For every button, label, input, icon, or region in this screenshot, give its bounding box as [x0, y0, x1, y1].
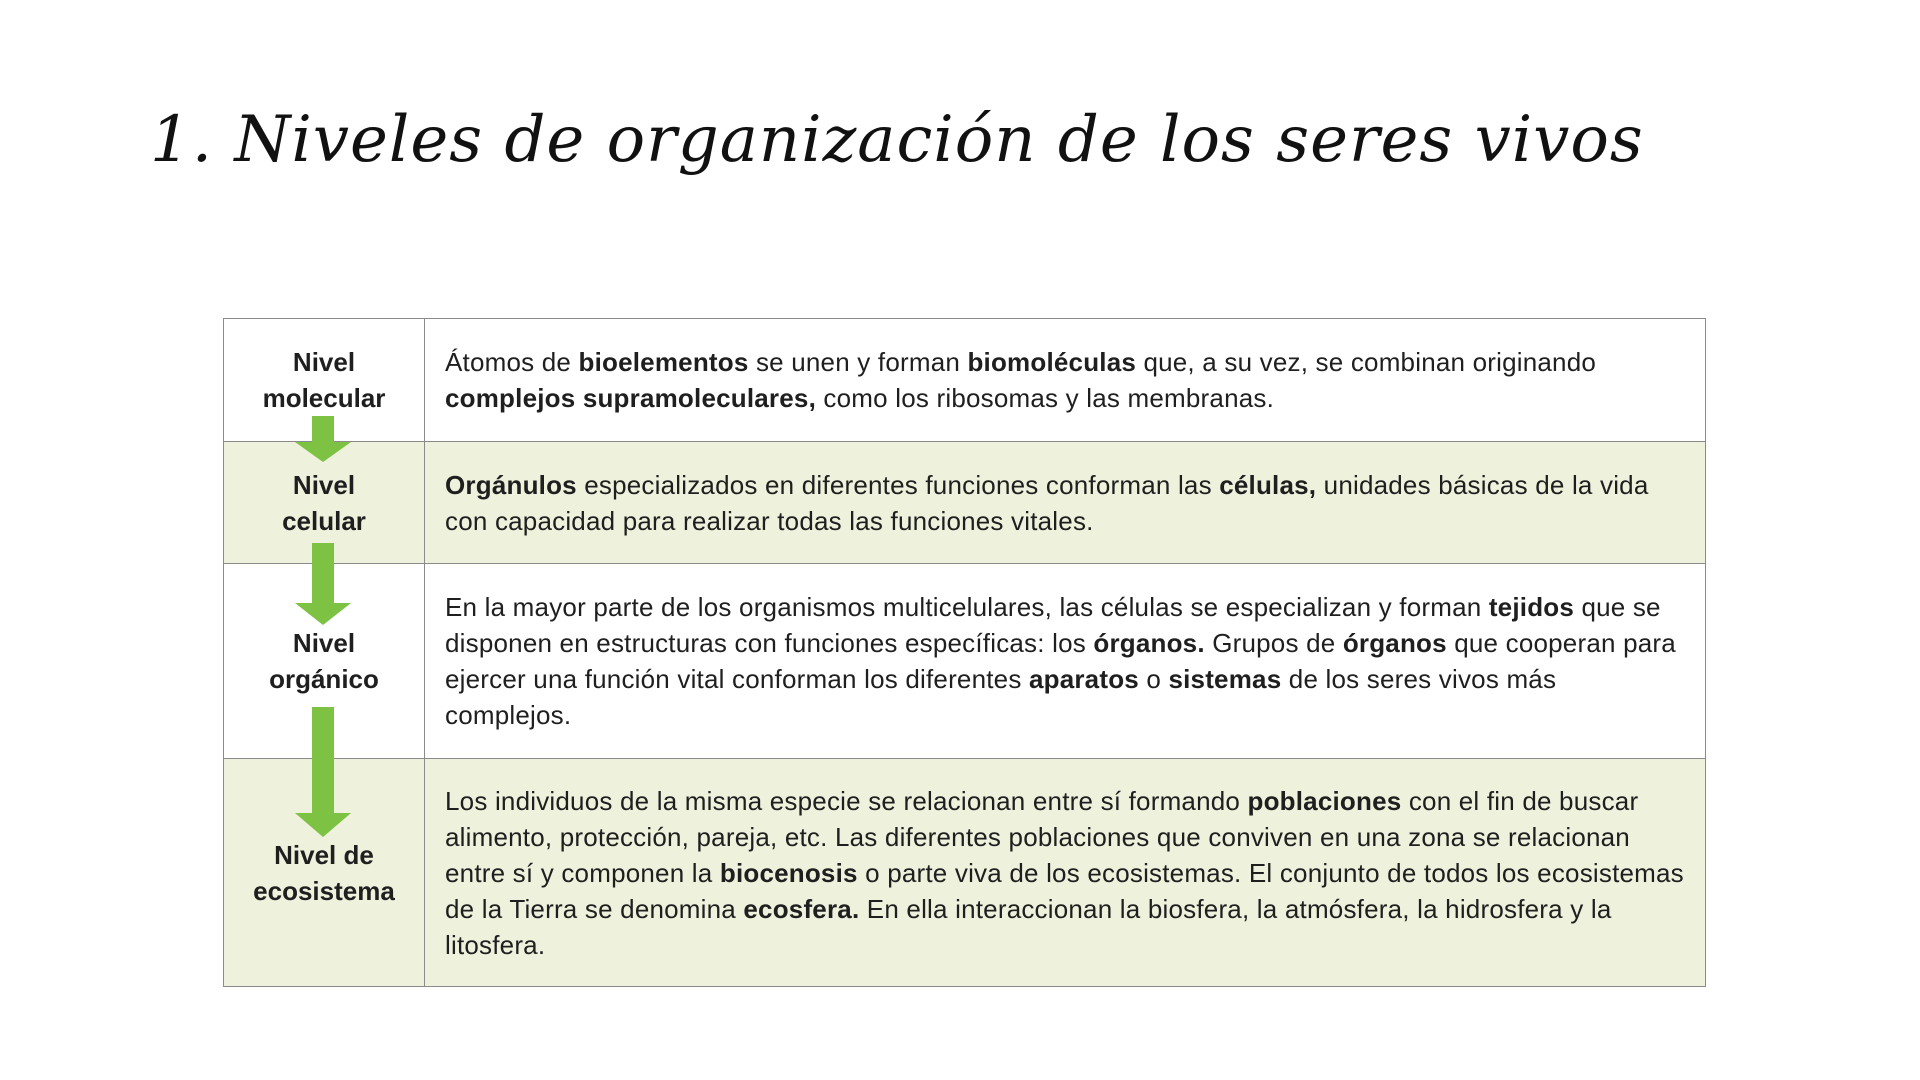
- key-term: células,: [1219, 469, 1317, 500]
- level-label-line1: Nivel de: [274, 839, 374, 870]
- description-text: como los ribosomas y las membranas.: [816, 383, 1275, 413]
- key-term: tejidos: [1488, 592, 1575, 622]
- down-arrow-icon: [295, 543, 351, 625]
- level-description: [425, 564, 1706, 759]
- description-text: o parte viva de los ecosistemas. El conjunto de todos los ecosistemas de la Tierra se denomina: [445, 857, 1684, 924]
- key-term: poblaciones: [1247, 785, 1402, 816]
- down-arrow-icon: [295, 707, 351, 837]
- level-label-line2: orgánico: [269, 664, 379, 694]
- key-term: sistemas: [1168, 664, 1282, 694]
- level-label-line2: molecular: [262, 383, 386, 413]
- description-text: o: [1138, 664, 1169, 694]
- table-row-molecular: [224, 319, 1706, 442]
- key-term: bioelementos: [578, 347, 749, 377]
- description-text: que, a su vez, se combinan originando: [1136, 347, 1597, 377]
- key-term: ecosfera.: [743, 893, 860, 924]
- key-term: órganos.: [1093, 628, 1205, 658]
- level-description: [425, 759, 1706, 987]
- description-text: con el fin de buscar alimento, protección, pareja, etc. Las diferentes poblaciones que conviven en una zona se relacionan entre sí y componen la: [445, 785, 1639, 888]
- key-term: complejos supramoleculares,: [445, 383, 816, 413]
- description-text: se unen y forman: [748, 347, 968, 377]
- description-text: especializados en diferentes funciones conforman las: [576, 469, 1220, 500]
- levels-table: [223, 318, 1706, 987]
- description-text: que se disponen en estructuras con funciones específicas: los: [445, 592, 1661, 658]
- level-label-line2: ecosistema: [253, 875, 395, 906]
- key-term: biocenosis: [719, 857, 858, 888]
- table-row-organico: [224, 564, 1706, 759]
- table-row-celular: [224, 442, 1706, 564]
- table-row-ecosistema: [224, 759, 1706, 987]
- description-text: unidades básicas de la vida con capacidad para realizar todas las funciones vitales.: [445, 469, 1649, 536]
- description-text: En ella interaccionan la biosfera, la atmósfera, la hidrosfera y la litosfera.: [445, 893, 1612, 960]
- key-term: biomoléculas: [967, 347, 1137, 377]
- description-text: que cooperan para ejercer una función vital conforman los diferentes: [445, 628, 1676, 694]
- slide-title: 1. Niveles de organización de los seres vivos: [150, 103, 1644, 177]
- description-text: Los individuos de la misma especie se relacionan entre sí formando: [445, 785, 1248, 816]
- level-label-line1: Nivel: [292, 469, 356, 500]
- description-text: En la mayor parte de los organismos multicelulares, las células se especializan y forman: [445, 592, 1489, 622]
- level-label-line2: celular: [282, 505, 366, 536]
- key-term: Orgánulos: [445, 469, 577, 500]
- level-label-line1: Nivel: [292, 628, 356, 658]
- key-term: aparatos: [1028, 664, 1139, 694]
- level-description: [425, 442, 1706, 564]
- level-description: [425, 319, 1706, 442]
- description-text: Átomos de: [445, 347, 579, 377]
- description-text: Grupos de: [1204, 628, 1343, 658]
- key-term: órganos: [1342, 628, 1447, 658]
- description-text: de los seres vivos más complejos.: [445, 664, 1557, 730]
- down-arrow-icon: [295, 416, 351, 462]
- level-label-line1: Nivel: [292, 347, 356, 377]
